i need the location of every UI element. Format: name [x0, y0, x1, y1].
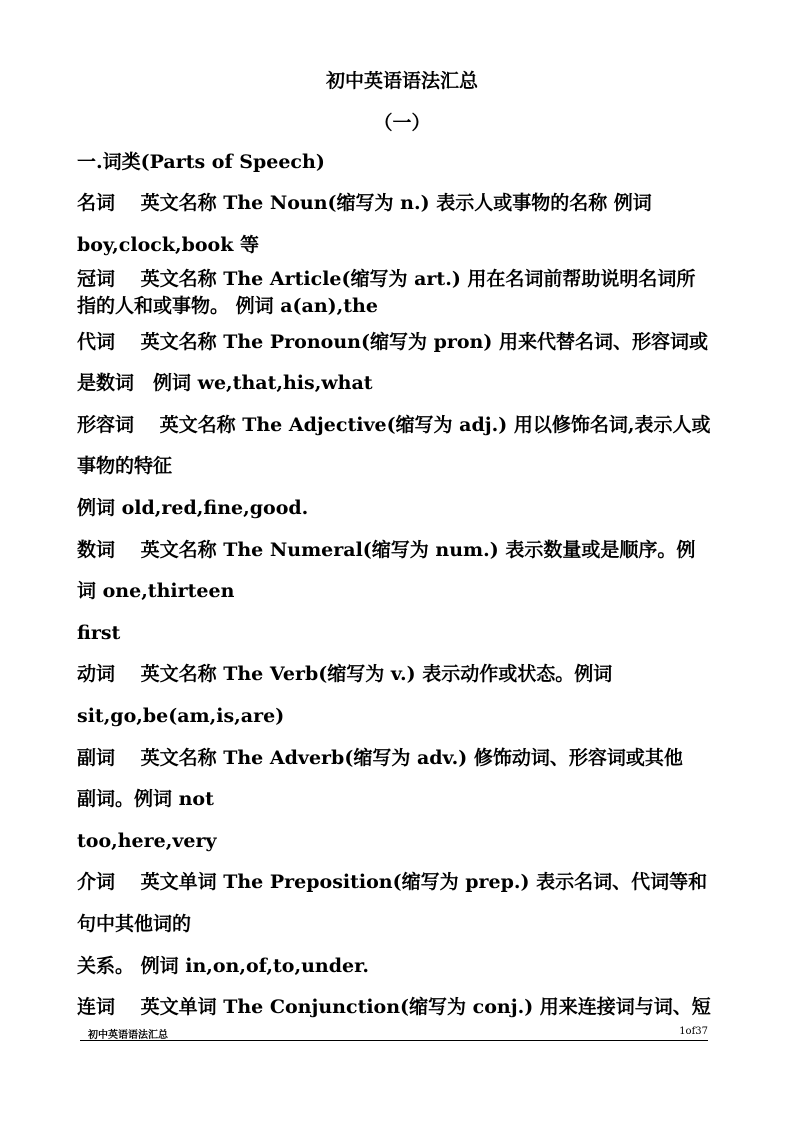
footer-title: 初中英语语法汇总 [88, 1030, 168, 1041]
text-line: first [77, 622, 121, 644]
text-line: 句中其他词的 [77, 913, 192, 935]
text-line: 连词 英文单词 The Conjunction(缩写为 conj.) 用来连接词与词、短 [77, 996, 711, 1018]
text-line: 是数词 例词 we,that,his,what [77, 372, 373, 394]
text-line: 形容词 英文名称 The Adjective(缩写为 adj.) 用以修饰名词,表示人或 [77, 414, 711, 436]
text-line: 动词 英文名称 The Verb(缩写为 v.) 表示动作或状态。例词 [77, 663, 613, 685]
text-line: 副词。例词 not [77, 788, 214, 810]
text-line: 数词 英文名称 The Numeral(缩写为 num.) 表示数量或是顺序。例 [77, 539, 696, 561]
text-line: 名词 英文名称 The Noun(缩写为 n.) 表示人或事物的名称 例词 [77, 192, 652, 214]
text-line: 介词 英文单词 The Preposition(缩写为 prep.) 表示名词、代词等和 [77, 871, 708, 893]
text-line: 代词 英文名称 The Pronoun(缩写为 pron) 用来代替名词、形容词或 [77, 331, 708, 353]
page-footer [80, 1026, 708, 1041]
text-line: too,here,very [77, 830, 217, 852]
page-number: 1of37 [679, 1026, 708, 1037]
text-line: 指的人和或事物。 例词 a(an),the [77, 295, 378, 317]
text-line: 事物的特征 [77, 455, 173, 477]
text-line: 副词 英文名称 The Adverb(缩写为 adv.) 修饰动词、形容词或其他 [77, 747, 683, 769]
text-line: boy,clock,book 等 [77, 234, 260, 256]
text-line: sit,go,be(am,is,are) [77, 705, 285, 727]
text-line: 关系。 例词 in,on,of,to,under. [77, 955, 369, 977]
text-line: 冠词 英文名称 The Article(缩写为 art.) 用在名词前帮助说明名词所 [77, 268, 696, 290]
text-line: 例词 old,red,fine,good. [77, 497, 309, 519]
text-line: 一.词类(Parts of Speech) [77, 151, 325, 173]
text-line: 词 one,thirteen [77, 580, 235, 602]
document-subtitle: （一） [373, 112, 431, 134]
document-title: 初中英语语法汇总 [325, 70, 478, 92]
